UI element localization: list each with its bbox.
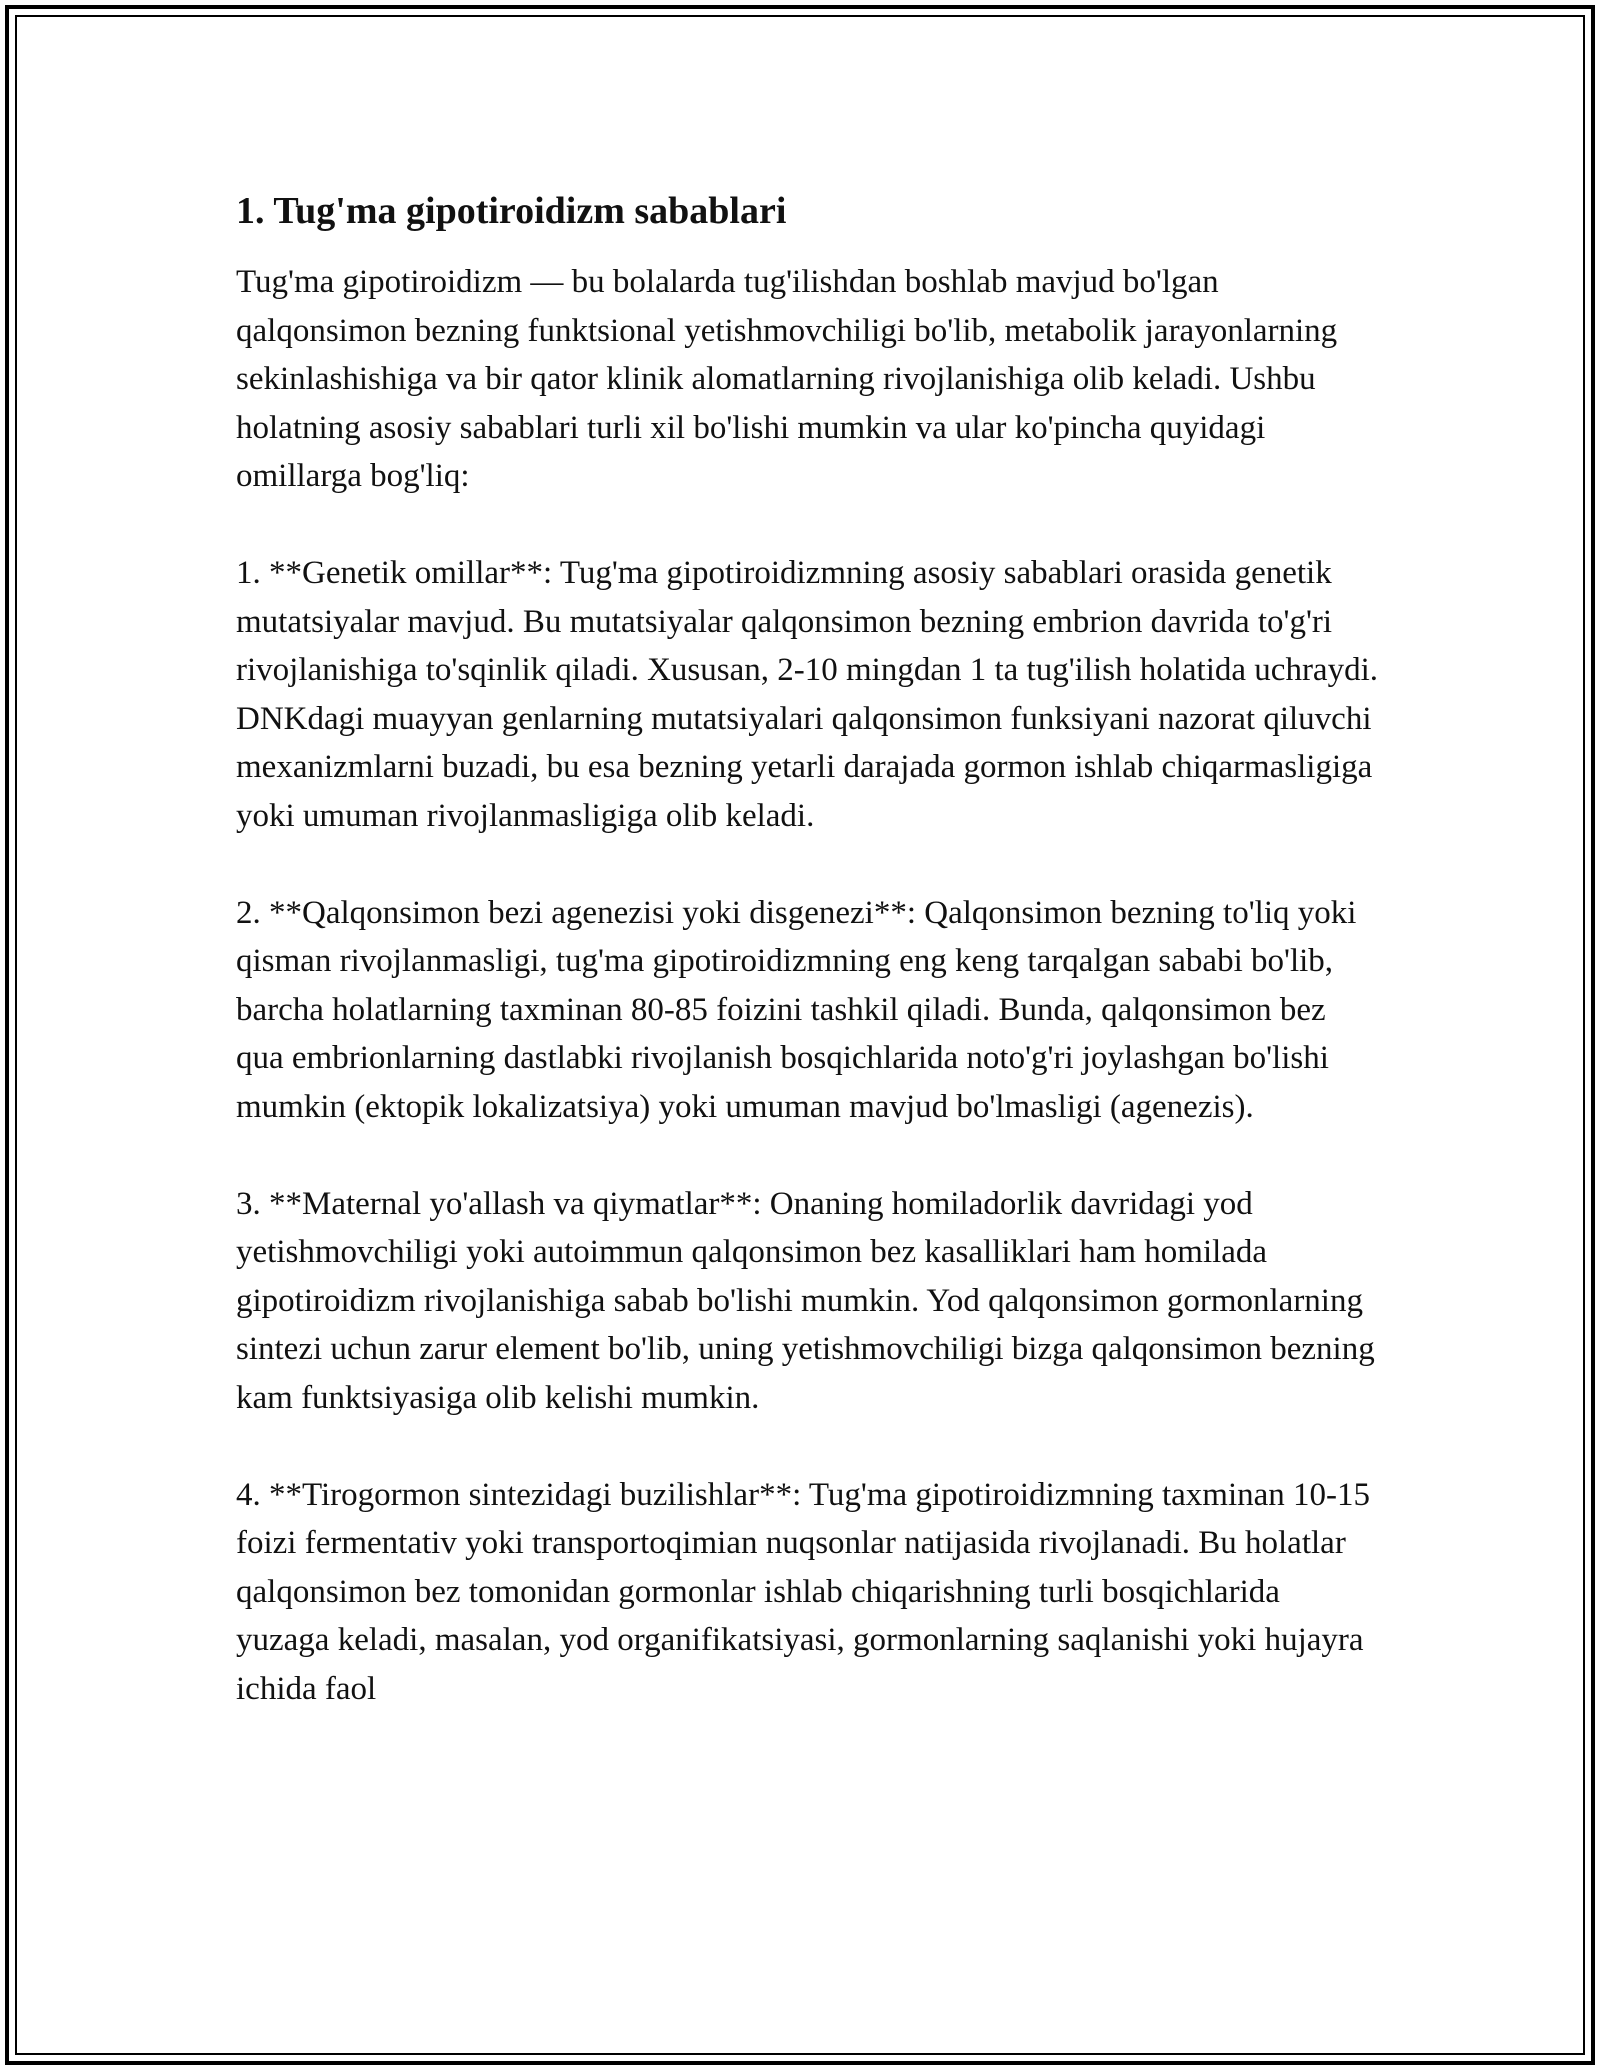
paragraph-intro: Tug'ma gipotiroidizm — bu bolalarda tug'ilishdan boshlab mavjud bo'lgan qalqonsimon bezning funktsional yetishmovchiligi bo'lib, metabolik jarayonlarning sekinlashishiga va bir qator klinik alomatlarning rivojlanishiga olib keladi. Ushbu holatning asosiy sabablari turli xil bo'lishi mumkin va ular ko'pincha quyidagi omillarga bog'liq: (236, 264, 1338, 494)
paragraph-agenesis-dysgenesis: 2. **Qalqonsimon bezi agenezisi yoki disgenezi**: Qalqonsimon bezning to'liq yoki qisman rivojlanmasligi, tug'ma gipotiroidizmning eng keng tarqalgan sababi bo'lib, barcha holatlarning taxminan 80-85 foizini tashkil qiladi. Bunda, qalqonsimon bez qua embrionlarning dastlabki rivojlanish bosqichlarida noto'g'ri joylashgan bo'lishi mumkin (ektopik lokalizatsiya) yoki umuman mavjud bo'lmasligi (agenezis). (236, 894, 1357, 1125)
section-heading: 1. Tug'ma gipotiroidizm sabablari (236, 190, 787, 232)
paragraph-maternal-factors: 3. **Maternal yo'allash va qiymatlar**: Onaning homiladorlik davridagi yod yetishmovchiligi yoki autoimmun qalqonsimon bez kasalliklari ham homilada gipotiroidizm rivojlanishiga sabab bo'lishi mumkin. Yod qalqonsimon gormonlarning sintezi uchun zarur element bo'lib, uning yetishmovchiligi bizga qalqonsimon bezning kam funktsiyasiga olib kelishi mumkin. (236, 1185, 1375, 1416)
paragraph-hormone-synthesis: 4. **Tirogormon sintezidagi buzilishlar**: Tug'ma gipotiroidizmning taxminan 10-15 foizi fermentativ yoki transportoqimian nuqsonlar natijasida rivojlanadi. Bu holatlar qalqonsimon bez tomonidan gormonlar ishlab chiqarishning turli bosqichlarida yuzaga keladi, masalan, yod organifikatsiyasi, gormonlarning saqlanishi yoki hujayra ichida faol (236, 1476, 1371, 1707)
paragraph-genetic-factors: 1. **Genetik omillar**: Tug'ma gipotiroidizmning asosiy sabablari orasida genetik mutatsiyalar mavjud. Bu mutatsiyalar qalqonsimon bezning embrion davrida to'g'ri rivojlanishiga to'sqinlik qiladi. Xususan, 2-10 mingdan 1 ta tug'ilish holatida uchraydi. DNKdagi muayyan genlarning mutatsiyalari qalqonsimon funksiyani nazorat qiluvchi mexanizmlarni buzadi, bu esa bezning yetarli darajada gormon ishlab chiqarmasligiga yoki umuman rivojlanmasligiga olib keladi. (236, 555, 1378, 834)
document-body (236, 186, 1381, 1762)
